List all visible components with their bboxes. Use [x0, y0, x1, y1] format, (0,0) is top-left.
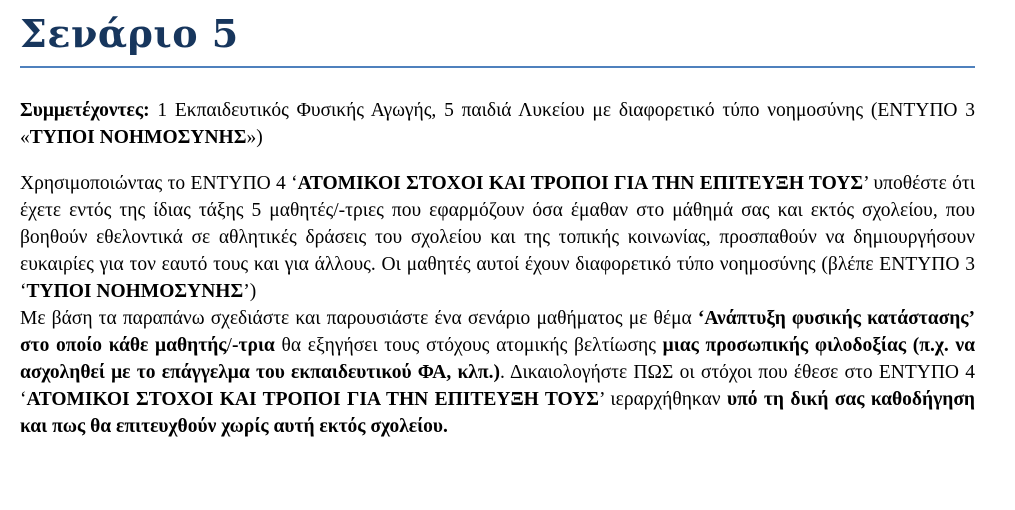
participants-text: 1 Εκπαιδευτικός Φυσικής Αγωγής, 5 παιδιά Λυκείου με διαφορετικό τύπο νοημοσύνης (ΕΝΤΥΠΟ 3 « [20, 100, 975, 148]
form3-title: ΤΥΠΟΙ ΝΟΗΜΟΣΥΝΗΣ [26, 281, 244, 302]
body-text-2: ’ υποθέστε ότι έχετε εντός της ίδιας τάξης 5 μαθητές/-τριες που εφαρμόζουν όσα έμαθαν στο μάθημά σας και εκτός σχολείου, που βοηθούν εθελοντικά σε αθλητικές δράσεις του σχολείου και της τοπικής κοινωνίας, προσπαθούν να δημιουργήσουν ευκαιρίες για τον εαυτό τους και για άλλους. Οι μαθητές αυτοί έχουν διαφορετικό τύπο νοημοσύνης (βλέπε ΕΝΤΥΠΟ 3 ‘ [20, 173, 975, 302]
body-text-7: . Δικαιολογήστε ΠΩΣ οι στόχοι που έθεσε στο ΕΝΤΥΠΟ 4 ‘ [20, 362, 975, 410]
body-text-1: Χρησιμοποιώντας το ΕΝΤΥΠΟ 4 ‘ [20, 173, 298, 194]
body-text-3: ’) [243, 281, 257, 302]
title-divider [20, 66, 975, 68]
guidance-text: υπό τη δική σας καθοδήγηση και πως θα επιτευχθούν χωρίς αυτή εκτός σχολείου. [20, 389, 975, 437]
lesson-topic: ‘Ανάπτυξη φυσικής κατάστασης’ στο οποίο κάθε μαθητής [20, 308, 976, 356]
form4-title-1: ΑΤΟΜΙΚΟΙ ΣΤΟΧΟΙ ΚΑΙ ΤΡΟΠΟΙ ΓΙΑ ΤΗΝ ΕΠΙΤΕΥΞΗ ΤΟΥΣ [297, 173, 864, 194]
document-page [20, 0, 975, 440]
body-text-4: Με βάση τα παραπάνω σχεδιάστε και παρουσιάστε ένα σενάριο μαθήματος με θέμα [20, 308, 698, 329]
body-text-6: θα εξηγήσει τους στόχους ατομικής βελτίωσης [274, 335, 663, 356]
participants-text-end: ») [246, 127, 263, 148]
body-text-5: / [226, 335, 232, 356]
participants-paragraph [20, 97, 975, 151]
ambition-text: μιας προσωπικής φιλοδοξίας (π.χ. να ασχοληθεί με το επάγγελμα του εκπαιδευτικού ΦΑ, κλπ.) [20, 335, 975, 383]
scenario-paragraph [20, 170, 975, 440]
page-title: Σενάριο 5 [20, 11, 239, 56]
participants-label: Συμμετέχοντες: [20, 100, 150, 121]
body-text-8: ’ ιεραρχήθηκαν [599, 389, 727, 410]
form4-title-2: ΑΤΟΜΙΚΟΙ ΣΤΟΧΟΙ ΚΑΙ ΤΡΟΠΟΙ ΓΙΑ ΤΗΝ ΕΠΙΤΕΥΞΗ ΤΟΥΣ [26, 389, 599, 410]
participants-form-name: ΤΥΠΟΙ ΝΟΗΜΟΣΥΝΗΣ [29, 127, 247, 148]
lesson-topic-suffix: -τρια [231, 335, 275, 356]
